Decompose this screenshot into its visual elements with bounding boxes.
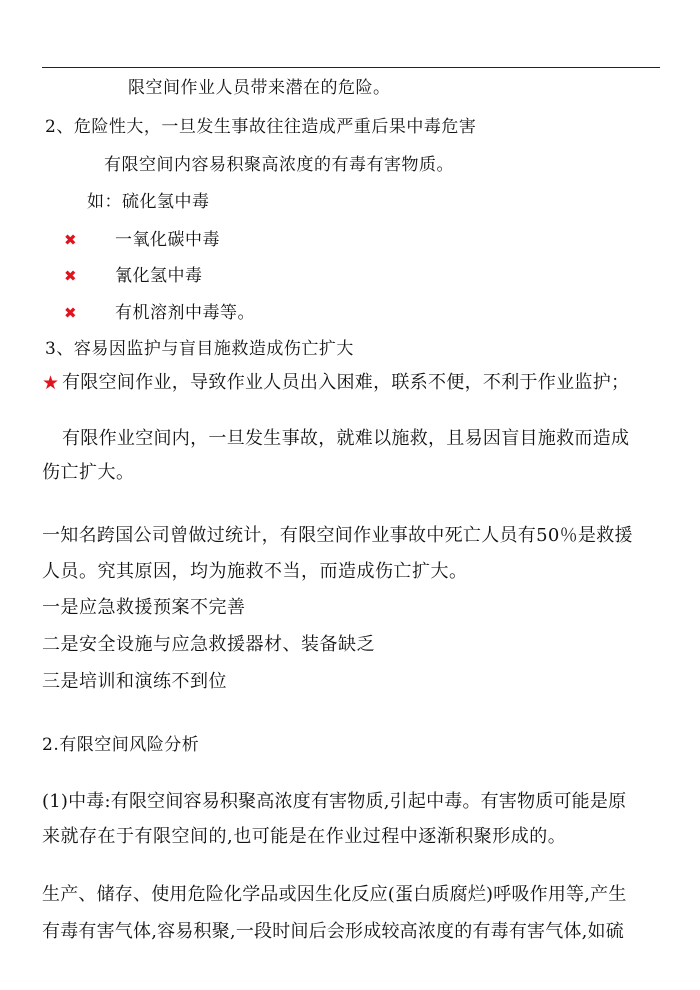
text-line-poisoning-cont: 来就存在于有限空间的,也可能是在作业过程中逐渐积聚形成的。 bbox=[42, 826, 567, 847]
text-line-monitoring: 有限空间作业，导致作业人员出入困难，联系不便，不利于作业监护； bbox=[62, 372, 630, 393]
section-heading-2: 2、危险性大，一旦发生事故往往造成严重后果中毒危害 bbox=[45, 117, 477, 137]
text-line-toxic-substances: 有限空间内容易积聚高浓度的有毒有害物质。 bbox=[104, 155, 454, 175]
list-item-solvent-poisoning: 有机溶剂中毒等。 bbox=[115, 303, 255, 323]
section-heading-3: 3、容易因监护与盲目施救造成伤亡扩大 bbox=[45, 339, 354, 359]
text-line-poisoning: (1)中毒:有限空间容易积聚高浓度有害物质,引起中毒。有害物质可能是原 bbox=[42, 791, 627, 812]
list-item-cause-2: 二是安全设施与应急救援器材、装备缺乏 bbox=[42, 634, 375, 655]
text-line-statistics-cont: 人员。究其原因，均为施救不当，而造成伤亡扩大。 bbox=[42, 561, 468, 582]
list-item-cause-3: 三是培训和演练不到位 bbox=[42, 671, 227, 692]
text-line-statistics: 一知名跨国公司曾做过统计，有限空间作业事故中死亡人员有50％是救援 bbox=[42, 525, 633, 546]
text-line-rescue-difficulty-cont: 伤亡扩大。 bbox=[42, 462, 135, 483]
text-line-rescue-difficulty: 有限作业空间内，一旦发生事故，就难以施救，且易因盲目施救而造成 bbox=[62, 428, 630, 449]
list-item-cause-1: 一是应急救援预案不完善 bbox=[42, 597, 246, 618]
text-line-continuation: 限空间作业人员带来潜在的危险。 bbox=[128, 78, 391, 98]
text-line-example-h2s: 如：硫化氢中毒 bbox=[87, 192, 210, 212]
red-star-icon: ★ bbox=[42, 372, 60, 394]
text-line-production-cont: 有毒有害气体,容易积聚,一段时间后会形成较高浓度的有毒有害气体,如硫 bbox=[42, 921, 624, 942]
list-item-co-poisoning: 一氧化碳中毒 bbox=[115, 230, 220, 250]
red-cross-bullet-icon: ✖ bbox=[64, 304, 77, 322]
section-heading-risk-analysis: 2.有限空间风险分析 bbox=[42, 735, 200, 755]
text-line-production: 生产、储存、使用危险化学品或因生化反应(蛋白质腐烂)呼吸作用等,产生 bbox=[42, 884, 627, 905]
list-item-hcn-poisoning: 氰化氢中毒 bbox=[115, 266, 203, 286]
header-rule bbox=[42, 67, 660, 68]
red-cross-bullet-icon: ✖ bbox=[64, 267, 77, 285]
red-cross-bullet-icon: ✖ bbox=[64, 231, 77, 249]
